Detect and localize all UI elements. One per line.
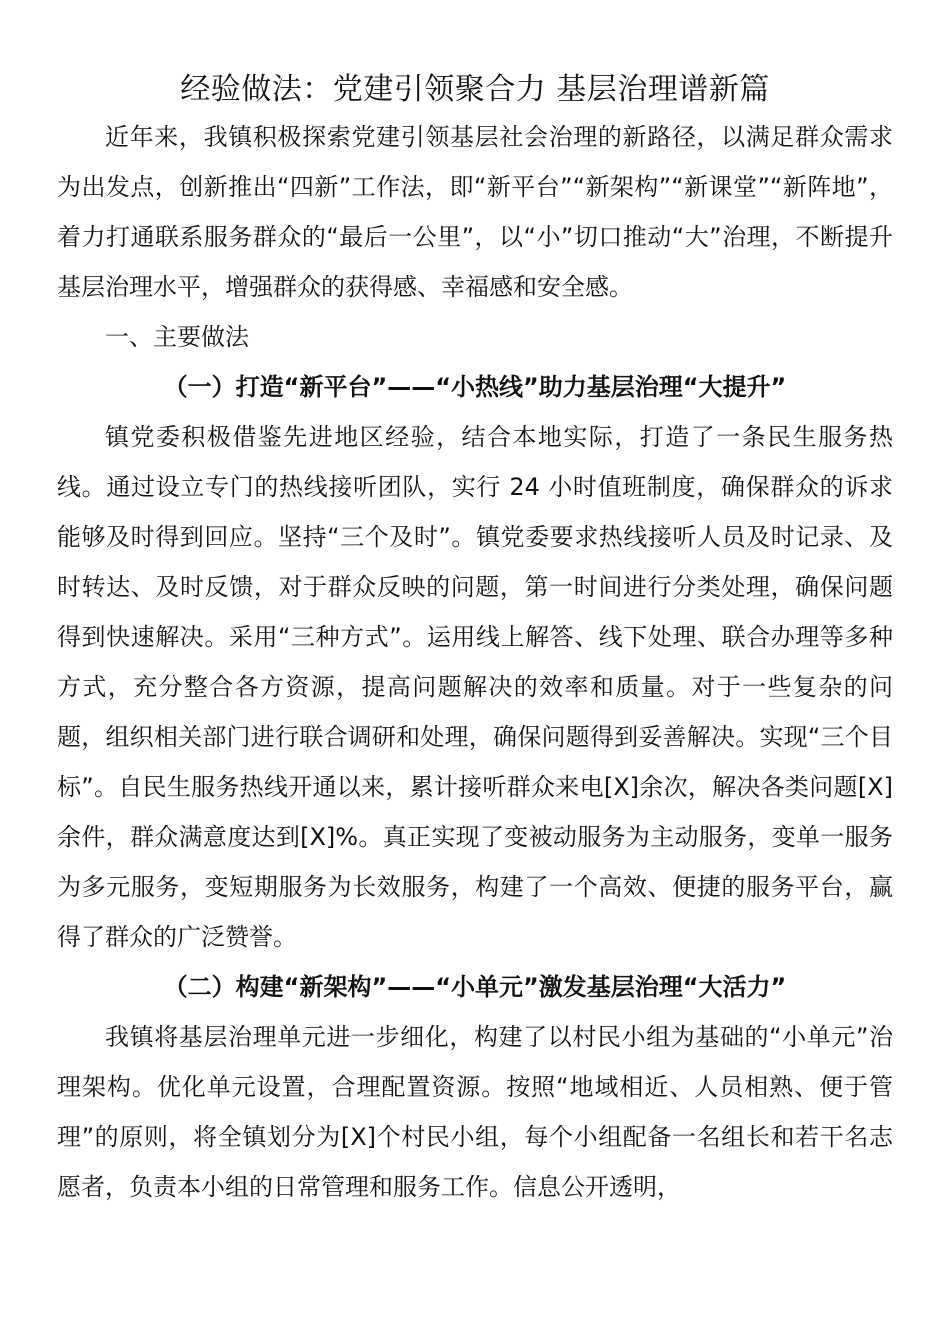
subsection-heading-new-platform: （一）打造“新平台”——“小热线”助力基层治理“大提升” [163,373,787,401]
subsection-heading-new-structure: （二）构建“新架构”——“小单元”激发基层治理“大活力” [163,973,787,1001]
new-platform-paragraph: 镇党委积极借鉴先进地区经验，结合本地实际，打造了一条民生服务热线。通过设立专门的热线接听团队，实行 24 小时值班制度，确保群众的诉求能够及时得到回应。坚持“三个及时”。镇党委要求热线接听人员及时记录、及时转达、及时反馈，对于群众反映的问题，第一时间进行分类处理，确保问题得到快速解决。采用“三种方式”。运用线上解答、线下处理、联合办理等多种方式，充分整合各方资源，提高问题解决的效率和质量。对于一些复杂的问题，组织相关部门进行联合调研和处理，确保问题得到妥善解决。实现“三个目标”。自民生服务热线开通以来，累计接听群众来电[X]余次，解决各类问题[X]余件，群众满意度达到[X]%。真正实现了变被动服务为主动服务，变单一服务为多元服务，变短期服务为长效服务，构建了一个高效、便捷的服务平台，赢得了群众的广泛赞誉。 [57,423,893,951]
new-structure-paragraph: 我镇将基层治理单元进一步细化，构建了以村民小组为基础的“小单元”治理架构。优化单元设置，合理配置资源。按照“地域相近、人员相熟、便于管理”的原则，将全镇划分为[X]个村民小组，每个小组配备一名组长和若干名志愿者，负责本小组的日常管理和服务工作。信息公开透明， [57,1023,893,1201]
section-heading-main-practices: 一、主要做法 [105,323,249,351]
intro-paragraph: 近年来，我镇积极探索党建引领基层社会治理的新路径，以满足群众需求为出发点，创新推出“四新”工作法，即“新平台”“新架构”“新课堂”“新阵地”，着力打通联系服务群众的“最后一公里”，以“小”切口推动“大”治理，不断提升基层治理水平，增强群众的获得感、幸福感和安全感。 [57,123,893,301]
document-title: 经验做法：党建引领聚合力 基层治理谱新篇 [180,72,770,107]
document-page [57,62,893,1212]
